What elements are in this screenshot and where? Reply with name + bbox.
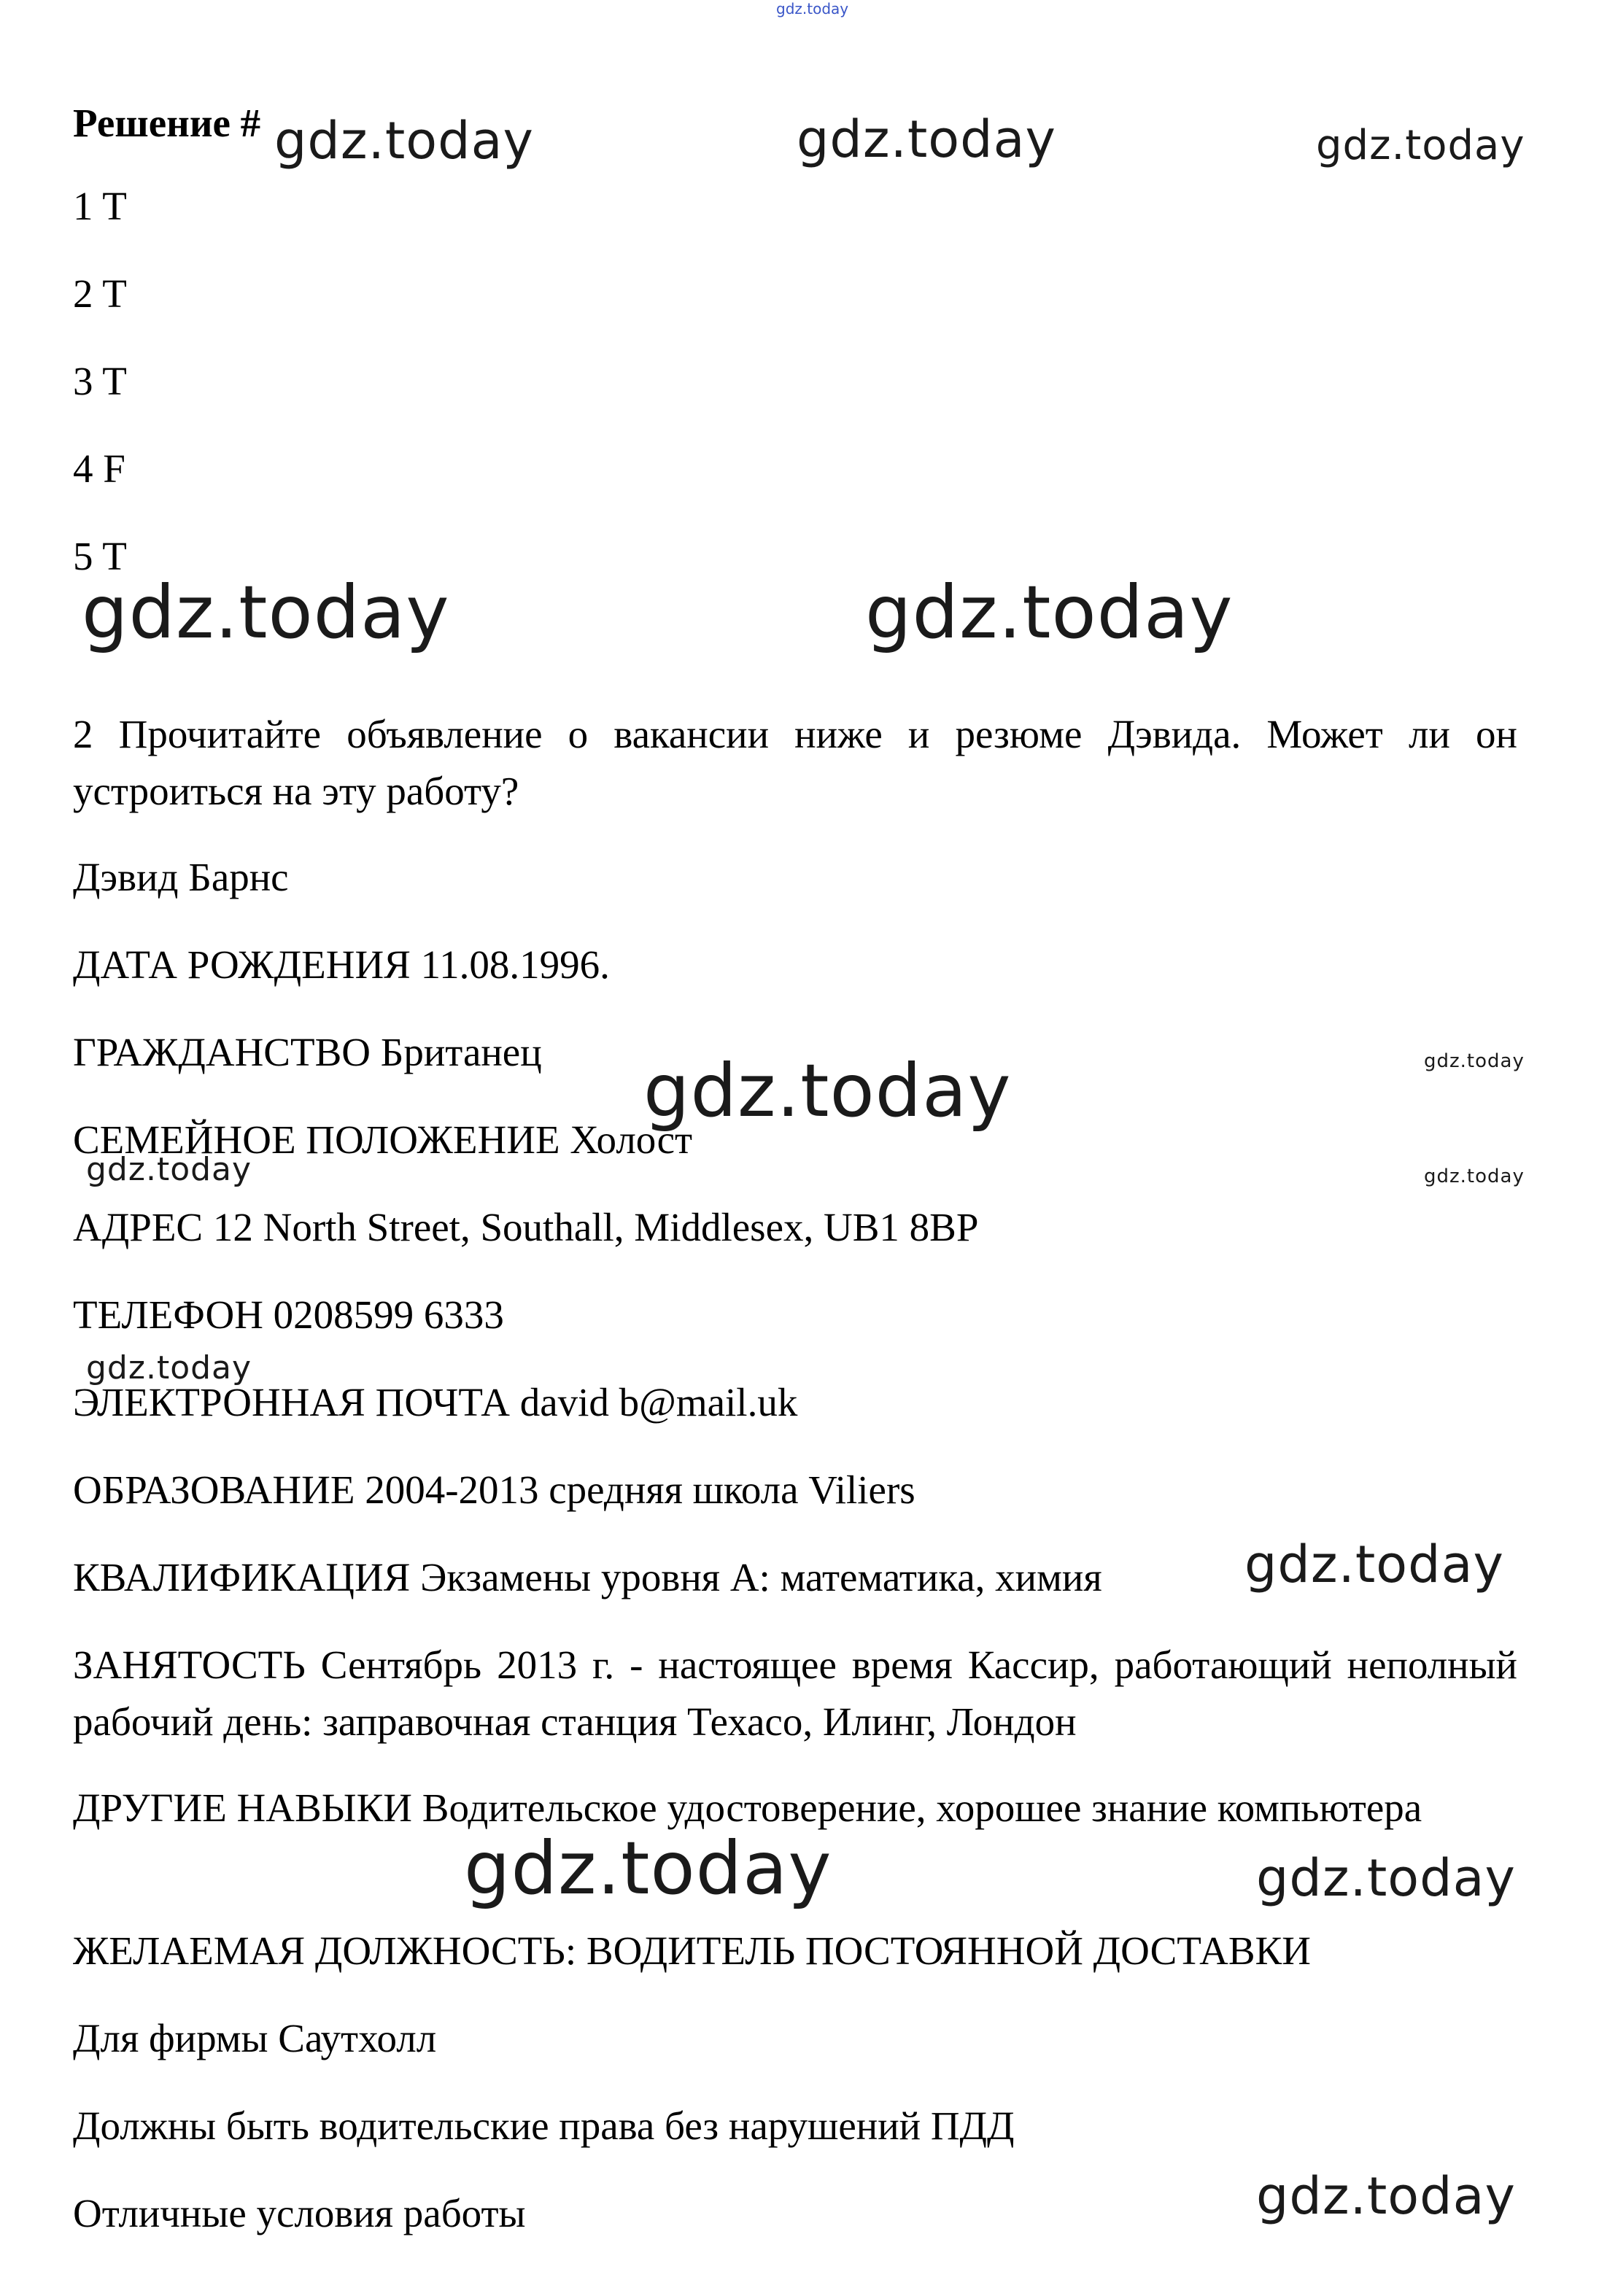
watermark: gdz.today	[1316, 122, 1525, 169]
watermark: gdz.today	[274, 111, 534, 171]
resume-phone: ТЕЛЕФОН 0208599 6333	[73, 1292, 504, 1337]
resume-birth: ДАТА РОЖДЕНИЯ 11.08.1996.	[73, 942, 610, 987]
solution-heading: Решение #	[73, 101, 261, 145]
watermark: gdz.today	[1424, 1166, 1525, 1187]
answer-1: 1 T	[73, 184, 127, 228]
watermark: gdz.today	[464, 1826, 832, 1911]
watermark: gdz.today	[797, 109, 1056, 169]
watermark: gdz.today	[1244, 1535, 1504, 1594]
resume-education: ОБРАЗОВАНИЕ 2004-2013 средняя школа Viliers	[73, 1467, 915, 1512]
resume-employment: ЗАНЯТОСТЬ Сентябрь 2013 г. - настоящее время Кассир, работающий неполный рабочий день: заправочная станция Техасо, Илинг, Лондон	[73, 1643, 1517, 1744]
watermark: gdz.today	[865, 570, 1234, 655]
answer-2: 2 T	[73, 271, 127, 316]
resume-citizenship: ГРАЖДАНСТВО Британец	[73, 1030, 542, 1074]
watermark: gdz.today	[643, 1048, 1012, 1133]
vacancy-requirement: Должны быть водительские права без нарушений ПДД	[73, 2103, 1015, 2148]
resume-marital: СЕМЕЙНОЕ ПОЛОЖЕНИЕ Холост	[73, 1117, 693, 1162]
vacancy-company: Для фирмы Саутхолл	[73, 2016, 437, 2060]
top-watermark: gdz.today	[776, 0, 849, 18]
resume-email: ЭЛЕКТРОННАЯ ПОЧТА david b@mail.uk	[73, 1380, 798, 1424]
watermark: gdz.today	[86, 1349, 252, 1386]
resume-address: АДРЕС 12 North Street, Southall, Middlesex, UB1 8BP	[73, 1205, 979, 1249]
task-prompt: 2 Прочитайте объявление о вакансии ниже и резюме Дэвида. Может ли он устроиться на эту работу?	[73, 712, 1517, 813]
vacancy-conditions: Отличные условия работы	[73, 2191, 526, 2235]
watermark: gdz.today	[1256, 2166, 1516, 2226]
resume-qualification: КВАЛИФИКАЦИЯ Экзамены уровня A: математика, химия	[73, 1555, 1102, 1599]
resume-skills: ДРУГИЕ НАВЫКИ Водительское удостоверение, хорошее знание компьютера	[73, 1785, 1422, 1830]
vacancy-position: ЖЕЛАЕМАЯ ДОЛЖНОСТЬ: ВОДИТЕЛЬ ПОСТОЯННОЙ ДОСТАВКИ	[73, 1928, 1311, 1973]
watermark: gdz.today	[1256, 1848, 1516, 1908]
answer-4: 4 F	[73, 446, 125, 491]
watermark: gdz.today	[86, 1151, 252, 1188]
resume-name: Дэвид Барнс	[73, 855, 289, 899]
answer-5: 5 T	[73, 534, 127, 578]
watermark: gdz.today	[82, 570, 450, 655]
watermark: gdz.today	[1424, 1050, 1525, 1072]
answer-3: 3 T	[73, 359, 127, 403]
